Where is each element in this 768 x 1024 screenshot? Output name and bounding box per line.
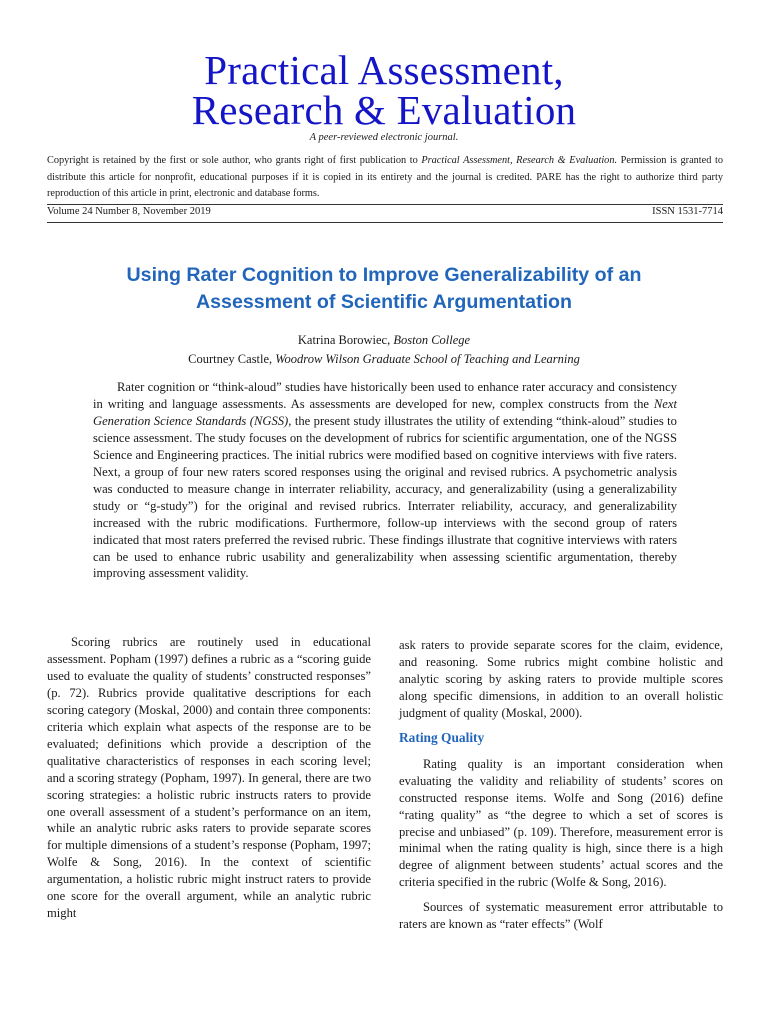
- author-affiliation: Boston College: [393, 333, 471, 347]
- author-affiliation: Woodrow Wilson Graduate School of Teaching and Learning: [275, 352, 580, 366]
- abstract-text-start: Rater cognition or “think-aloud” studies have historically been used to enhance rater accuracy and consistency in writing and language assessments. As assessments are developed for new, complex constructs from the: [93, 380, 677, 411]
- copyright-notice: [47, 153, 723, 203]
- journal-title-line1: Practical Assessment,: [204, 47, 564, 93]
- intro-paragraph-continued: ask raters to provide separate scores for the claim, evidence, and reasoning. Some rubrics might combine holistic and analytic scoring by asking raters to provide multiple scores along specific dimensions, in addition to an overall holistic judgment of quality (Moskal, 2000).: [399, 638, 723, 720]
- author-1: [0, 331, 768, 350]
- header-rule-bottom: [47, 222, 723, 223]
- abstract-ngss-title: Next Generation Science Standards (NGSS): [93, 396, 677, 428]
- rating-quality-paragraph: Rating quality is an important consideration when evaluating the validity and reliability of students’ scores on constructed response items. Wolfe and Song (2016) define “rating quality” as “the degree to which a set of scores is precise and unbiased” (p. 109). Therefore, measurement error is minimal when the rating quality is high, since there is a high degree of alignment between students’ actual scores and the criteria specified in the rubric (Wolfe & Song, 2016).: [399, 756, 723, 890]
- abstract: [93, 379, 677, 582]
- section-heading-rating-quality: Rating Quality: [399, 729, 485, 745]
- journal-tagline: A peer-reviewed electronic journal.: [309, 132, 459, 143]
- author-list: [0, 331, 768, 369]
- journal-title-line2: Research & Evaluation: [191, 87, 577, 133]
- issn: ISSN 1531-7714: [652, 206, 723, 217]
- intro-paragraph: Scoring rubrics are routinely used in educational assessment. Popham (1997) defines a rubric as a “scoring guide used to evaluate the quality of students’ constructed responses” (p. 72). Rubrics provide qualitative descriptions for each scoring category (Moskal, 2000) and contain three components: criteria which explain what aspects of the response are to be evaluated; definitions which provide a description of the qualitative characteristics of responses in each scoring level; and a scoring strategy (Popham, 1997). In general, there are two scoring strategies: a holistic rubric instructs raters to provide one overall assessment of a student’s performance on an item, while an analytic rubric asks raters to provide separate scores for multiple dimensions of a student’s response (Popham, 1997; Wolfe & Song, 2016). In the context of scientific argumentation, a holistic rubric might instruct raters to provide one score for the overall argument, while an analytic rubric might: [47, 635, 371, 921]
- author-2: [0, 350, 768, 369]
- copyright-journal-name: Practical Assessment, Research & Evaluation.: [421, 155, 618, 166]
- copyright-text-end: Permission is granted to distribute this article for nonprofit, educational purposes if it is copied in its entirety and the journal is credited. PARE has the right to authorize third party reproduction of this article in print, electronic and database forms.: [47, 155, 723, 199]
- author-name: Katrina Borowiec,: [297, 333, 394, 347]
- author-name: Courtney Castle,: [188, 352, 276, 366]
- body-column-left: [47, 634, 371, 922]
- article-title: [60, 262, 708, 316]
- rater-effects-paragraph: Sources of systematic measurement error attributable to raters are known as “rater effects” (Wolf: [399, 900, 723, 932]
- article-title-line1: Using Rater Cognition to Improve Generalizability of an: [126, 264, 642, 286]
- copyright-text-start: Copyright is retained by the first or sole author, who grants right of first publication to: [47, 155, 422, 166]
- header-rule-top: [47, 204, 723, 205]
- volume-info: Volume 24 Number 8, November 2019: [47, 206, 211, 217]
- abstract-text-end: , the present study illustrates the utility of extending “think-aloud” studies to science assessment. The study focuses on the development of rubrics for scientific argumentation, one of the NGSS Science and Engineering practices. The initial rubrics were modified based on cognitive interviews with five raters. Next, a group of four new raters scored responses using the original and revised rubrics. A psychometric analysis was conducted to measure change in interrater reliability, accuracy, and generalizability (using a generalizability study or “g-study”) for the original and revised rubrics. Interrater reliability, accuracy, and generalizability increased with the rubric modifications. Furthermore, follow-up interviews with the second group of raters indicated that most raters preferred the revised rubric. These findings illustrate that cognitive interviews with raters can be used to enhance rubric usability and generalizability when assessing scientific argumentation, thereby improving assessment validity.: [93, 413, 677, 581]
- issue-line: [47, 206, 723, 217]
- journal-title: [0, 47, 768, 133]
- article-title-line2: Assessment of Scientific Argumentation: [196, 291, 572, 313]
- body-column-right: [399, 637, 723, 933]
